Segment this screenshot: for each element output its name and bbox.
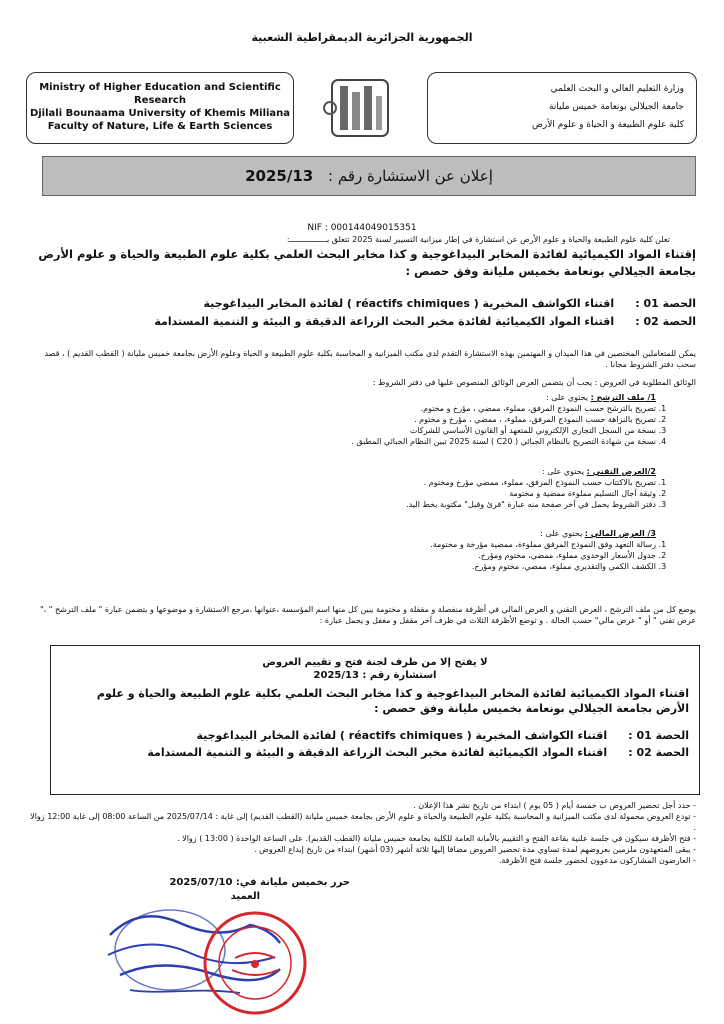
english-header-line3: Djilali Bounaama University of Khemis Miliana bbox=[29, 108, 291, 119]
english-header-box bbox=[26, 72, 294, 144]
list-item: 2. تصريح بالنزاهة حسب النموذج المرفق، مملوء، ، ممضي ، مؤرخ و مختوم . bbox=[60, 414, 656, 425]
nif-number: NIF : 000144049015351 bbox=[307, 223, 417, 233]
arabic-header-line3: كلية علوم الطبيعة و الحياة و علوم الأرض bbox=[532, 120, 684, 130]
english-header-line1: Ministry of Higher Education and Scientific bbox=[39, 82, 281, 93]
arabic-header-line1: وزارة التعليم العالي و البحث العلمي bbox=[550, 84, 684, 94]
envelope-lot-1 bbox=[61, 728, 689, 743]
envelope-lot-1-label: الحصة 01 : bbox=[628, 729, 689, 742]
list-item: 1. رسالة التعهد وفق النموذج المرفق مملوءة، ممضية مؤرخة و مختومة. bbox=[60, 539, 656, 550]
arabic-header-line2: جامعة الجيلالي بونعامة خميس مليانة bbox=[548, 102, 684, 112]
envelope-label-box bbox=[50, 645, 700, 795]
envelope-lot-2-label: الحصة 02 : bbox=[628, 746, 689, 759]
republic-title: الجمهورية الجزائرية الديمقراطية الشعبية bbox=[251, 31, 473, 44]
section-1-heading: 1/ ملف الترشح : bbox=[590, 393, 656, 402]
list-item: 3. الكشف الكمي والتقديري مملوء، ممضي، مختوم ومؤرخ. bbox=[60, 561, 656, 572]
announcement-title-label: إعلان عن الاستشارة رقم : bbox=[328, 167, 493, 185]
section-2-sub: يحتوي على : bbox=[541, 467, 585, 476]
section-2-heading: 2/العرض التقني : bbox=[586, 467, 656, 476]
list-item: 3. نسخة من السجل التجاري الإلكتروني للمتعهد أو القانون الأساسي للشركات bbox=[60, 425, 656, 436]
list-item: 1. تصريح بالترشح حسب النموذج المرفق، مملوء، ممضي ، مؤرخ و مختوم. bbox=[60, 403, 656, 414]
note-item: - يبقى المتعهدون ملزمين بعروضهم لمدة تساوي مدة تحضير العروض مضافا إليها ثلاثة أشهر (03 أشهر) ابتداء من تاريخ إيداع العروض . bbox=[254, 845, 696, 854]
announcement-title bbox=[43, 166, 695, 186]
signature-place-date: حرر بخميس مليانة في: 2025/07/10 bbox=[169, 877, 350, 888]
note-item: - تودع العروض محمولة لدى مكتب الميزانية و المحاسبة بكلية علوم الطبيعة والحياة و علوم الأرض بجامعة خميس مليانة (القطب القديم) إلى غاية : 2025/07/14 من الساعة 08:00 إلى غاية 12:00 زوالا . bbox=[30, 812, 696, 832]
title-bar bbox=[42, 156, 696, 196]
section-3-sub: يحتوي على : bbox=[540, 529, 583, 538]
list-item: 2. وثيقة آجال التسليم مملوءة ممضية و مختومة bbox=[60, 488, 656, 499]
lot-2 bbox=[30, 314, 696, 329]
signature-role: العميد bbox=[230, 891, 260, 902]
section-3-heading: 3/ العرض المالي : bbox=[584, 529, 656, 538]
list-item: 4. نسخة من شهادة التصريح بالنظام الجبائي ( C20 ) لسنة 2025 تبين النظام الجبائي المطبق . bbox=[60, 436, 656, 447]
envelope-line2: استشارة رقم : 2025/13 bbox=[313, 670, 437, 681]
list-item: 3. دفتر الشروط يحمل في آخر صفحة منه عبارة "قرئ وقبل" مكتوبة بخط اليد. bbox=[60, 499, 656, 510]
envelope-subject: اقتناء المواد الكيميائية لفائدة المخابر البيداغوجية و كذا مخابر البحث العلمي بكلية علوم الطبيعة والحياة و علوم الأرض بجامعة الجيلالي بونعامة بخميس مليانة وفق حصص : bbox=[96, 687, 689, 715]
lot-2-label: الحصة 02 : bbox=[635, 315, 696, 328]
section-1-sub: يحتوي على : bbox=[545, 393, 589, 402]
docs-intro: الوثائق المطلوبة في العروض : يجب أن يتضمن العرض الوثائق المنصوص عليها في دفتر الشروط : bbox=[372, 378, 696, 387]
note-item: - حدد أجل تحضير العروض ب خمسة أيام ( 05 يوم ) ابتداء من تاريخ نشر هذا الإعلان . bbox=[413, 801, 696, 810]
lot-1-label: الحصة 01 : bbox=[635, 297, 696, 310]
list-item: 1. تصريح بالاكتتاب حسب النموذج المرفق، مملوء، ممضي مؤرخ ومختوم . bbox=[60, 477, 656, 488]
envelope-text: يوضع كل من ملف الترشح ، العرض التقني و العرض المالي في أظرفة منفصلة و مقفلة و مختومة يبين كل منها اسم المؤسسة ،عنوانها ،مرجع الاستشارة و موضوعها و يتضمن عبارة " ملف الترشح " ،" عرض تقني " أو " عرض مالي" حسب الحالة . و توضع الأظرفة الثلاث في ظرف آخر مقفل و مغفل و يحمل عبارة : bbox=[39, 605, 696, 625]
arabic-header-box bbox=[427, 72, 697, 144]
note-item: - العارضون المشاركون مدعوون لحضور جلسة فتح الأظرفة. bbox=[498, 856, 696, 865]
note-item: - فتح الأظرفة سيكون في جلسة علنية بقاعة الفتح و التقييم بالأمانة العامة للكلية بجامعة خميس مليانة (القطب القديم). على الساعة الواحدة ( 13:00 ) زوالا . bbox=[177, 834, 696, 843]
lot-1 bbox=[30, 296, 696, 311]
announcement-number: 2025/13 bbox=[245, 167, 314, 185]
envelope-lot-1-text: اقتناء الكواشف المخبرية ( réactifs chimiques ) لفائدة المخابر البيداغوجية bbox=[196, 729, 608, 742]
section-financial bbox=[60, 528, 696, 572]
list-item: 2. جدول الأسعار الوحدوي مملوء، ممضي، مختوم ومؤرخ. bbox=[60, 550, 656, 561]
envelope-lot-2-text: اقتناء المواد الكيميائية لفائدة مخبر البحث الزراعة الدقيقة و البيئة و التنمية المستدامة bbox=[147, 746, 608, 759]
english-header-line4: Faculty of Nature, Life & Earth Sciences bbox=[47, 121, 273, 132]
intro-text: تعلن كلية علوم الطبيعة والحياة و علوم الأرض عن استشارة في إطار ميزانية التسيير لسنة 2025 تتعلق بــــــــــــــــ: bbox=[286, 235, 670, 244]
lot-2-text: اقتناء المواد الكيميائية لفائدة مخبر البحث الزراعة الدقيقة و البيئة و التنمية المستدامة bbox=[154, 315, 615, 328]
lot-1-text: اقتناء الكواشف المخبرية ( réactifs chimiques ) لفائدة المخابر البيداغوجية bbox=[203, 297, 615, 310]
english-header-line2: Research bbox=[134, 95, 186, 106]
university-logo bbox=[318, 72, 400, 142]
section-technical bbox=[60, 466, 696, 510]
official-seal-icon bbox=[200, 908, 310, 1018]
envelope-line1: لا يفتح إلا من طرف لجنة فتح و تقييم العروض bbox=[262, 657, 488, 668]
envelope-lot-2 bbox=[61, 745, 689, 760]
invite-text: يمكن للمتعاملين المختصين في هذا الميدان و المهتمين بهذه الاستشارة التقدم لدى مكتب الميزانية و المحاسبة بكلية علوم الطبيعة و الحياة وعلوم الأرض بجامعة خميس مليانة ( القطب القديم ) ، قصد سحب دفتر الشروط مجانا . bbox=[44, 349, 696, 369]
subject-text: إقتناء المواد الكيميائية لفائدة المخابر البيداغوجية و كذا مخابر البحث العلمي بكلية علوم الطبيعة والحياة و علوم الأرض بجامعة الجيلالي بونعامة بخميس مليانة وفق حصص : bbox=[38, 247, 696, 278]
notes-list bbox=[30, 800, 696, 866]
section-candidature bbox=[60, 392, 696, 447]
